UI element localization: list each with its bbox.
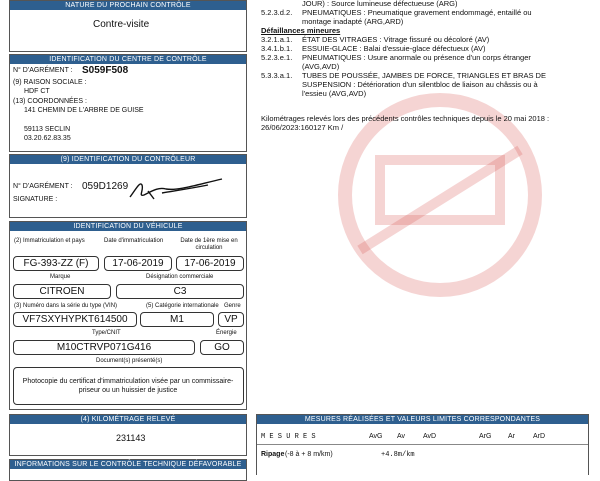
center-agreement-label: N° D'AGRÉMENT : (13, 67, 73, 74)
defect-minor-text-2: PNEUMATIQUES : Usure anormale ou présence d'un corps étranger (302, 53, 531, 62)
defect-major-text-0: PNEUMATIQUES : Pneumatique gravement endommagé, entaillé ou (302, 8, 532, 17)
measures-col-ard: ArD (533, 433, 546, 440)
energy-label: Énergie (216, 330, 237, 336)
genre-field: VP (218, 312, 244, 327)
model-field: C3 (116, 284, 244, 299)
defect-minor-text-5: SUSPENSION : Détérioration d'un silentbloc de liaison au châssis ou à (302, 80, 538, 89)
controller-header: (9) IDENTIFICATION DU CONTRÔLEUR (10, 155, 246, 164)
defect-minor-code-0: 3.2.1.a.1. (261, 35, 293, 44)
company-value: HDF CT (24, 88, 50, 95)
defect-minor-text-4: TUBES DE POUSSÉE, JAMBES DE FORCE, TRIANGLES ET BRAS DE (302, 71, 546, 80)
vehicle-header: IDENTIFICATION DU VÉHICULE (10, 222, 246, 231)
signature-label: SIGNATURE : (13, 196, 58, 203)
defect-minor-code-4: 5.3.3.a.1. (261, 71, 293, 80)
ripage-value: +4.8m/km (381, 451, 415, 459)
measures-col-arg: ArG (479, 433, 492, 440)
center-agreement-value: S059F508 (82, 65, 129, 76)
vin-label: (3) Numéro dans la série du type (VIN) (14, 303, 118, 309)
defect-minor-code-1: 3.4.1.b.1. (261, 44, 293, 53)
model-label: Désignation commerciale (146, 274, 214, 280)
controller-panel (9, 154, 247, 218)
energy-field: GO (200, 340, 244, 355)
next-inspection-header: NATURE DU PROCHAIN CONTRÔLE (10, 1, 246, 10)
mileage-history-note: Kilométrages relevés lors des précédents contrôles techniques depuis le 20 mai 2018 : (261, 114, 550, 123)
controller-signature-image (118, 175, 228, 205)
measures-header: MESURES RÉALISÉES ET VALEURS LIMITES CORRESPONDANTES (257, 415, 588, 424)
plate-field: FG-393-ZZ (F) (13, 256, 99, 271)
center-phone: 03.20.62.83.35 (24, 135, 71, 142)
measures-col-ar: Ar (508, 433, 515, 440)
vin-field: VF7SXYHYPKT614500 (13, 312, 137, 327)
measures-col-av: Av (397, 433, 406, 440)
category-field: M1 (140, 312, 214, 327)
ripage-unit: (-8 à + 8 m/km) (285, 451, 333, 458)
unfavorable-panel (9, 459, 247, 481)
reg-date-label: Date d'immatriculation (104, 238, 164, 244)
docs-label: Document(s) présenté(s) (96, 358, 163, 364)
mileage-panel (9, 414, 247, 456)
measures-col-avg: AvG (369, 433, 383, 440)
address-line2: 59113 SECLIN (24, 126, 71, 133)
control-center-header: IDENTIFICATION DU CENTRE DE CONTRÔLE (10, 55, 246, 64)
defect-major-code-0: 5.2.3.d.2. (261, 8, 293, 17)
defect-minor-code-2: 5.2.3.e.1. (261, 53, 293, 62)
mileage-value: 231143 (116, 433, 146, 443)
control-center-panel (9, 54, 247, 152)
docs-value: Photocopie du certificat d'immatriculation visée par un commissaire-priseur ou un huissier de justice (22, 378, 234, 394)
plate-label: (2) Immatriculation et pays (14, 238, 85, 244)
unfavorable-header: INFORMATIONS SUR LE CONTRÔLE TECHNIQUE DÉFAVORABLE (10, 460, 246, 469)
defect-major-text-1: montage inadapté (ARG,ARD) (302, 17, 404, 26)
type-field: M10CTRVP071G416 (13, 340, 195, 355)
measures-col-avd: AvD (423, 433, 437, 440)
measures-panel (256, 414, 589, 475)
measures-divider (257, 444, 588, 445)
address-line1: 141 CHEMIN DE L'ARBRE DE GUISE (24, 107, 144, 114)
reg-date-field: 17-06-2019 (104, 256, 172, 271)
vehicle-panel (9, 221, 247, 410)
defect-minor-text-6: l'essieu (AVG,AVD) (302, 89, 367, 98)
mileage-header: (4) KILOMÉTRAGE RELEVÉ (10, 415, 246, 424)
defect-minor-text-0: ÉTAT DES VITRAGES : Vitrage fissuré ou décoloré (AV) (302, 35, 490, 44)
measures-col-title: M E S U R E S (261, 433, 316, 441)
make-field: CITROEN (13, 284, 111, 299)
first-use-field: 17-06-2019 (176, 256, 244, 271)
docs-field (13, 367, 244, 405)
next-inspection-value: Contre-visite (93, 19, 150, 30)
controller-agreement-value: 059D1269 (82, 181, 129, 192)
category-label: (5) Catégorie internationale (146, 303, 219, 309)
defect-minor-text-3: (AVG,AVD) (302, 62, 340, 71)
ripage-label: Ripage (261, 451, 285, 458)
defect-line0: JOUR) : Source lumineuse défectueuse (ARG) (302, 0, 458, 8)
controller-agreement-label: N° D'AGRÉMENT : (13, 183, 73, 190)
coords-label: (13) COORDONNÉES : (13, 98, 87, 105)
first-use-label: Date de 1ère mise en circulation (180, 238, 238, 251)
company-label: (9) RAISON SOCIALE : (13, 79, 87, 86)
genre-label: Genre (224, 303, 241, 309)
defect-minor-text-1: ESSUIE-GLACE : Balai d'essuie-glace défectueux (AV) (302, 44, 486, 53)
make-label: Marque (50, 274, 71, 280)
mileage-history-value: 26/06/2023:160127 Km / (261, 123, 344, 132)
next-inspection-panel (9, 0, 247, 52)
minor-defects-title: Défaillances mineures (261, 26, 341, 35)
type-label: Type/CNIT (92, 330, 121, 336)
